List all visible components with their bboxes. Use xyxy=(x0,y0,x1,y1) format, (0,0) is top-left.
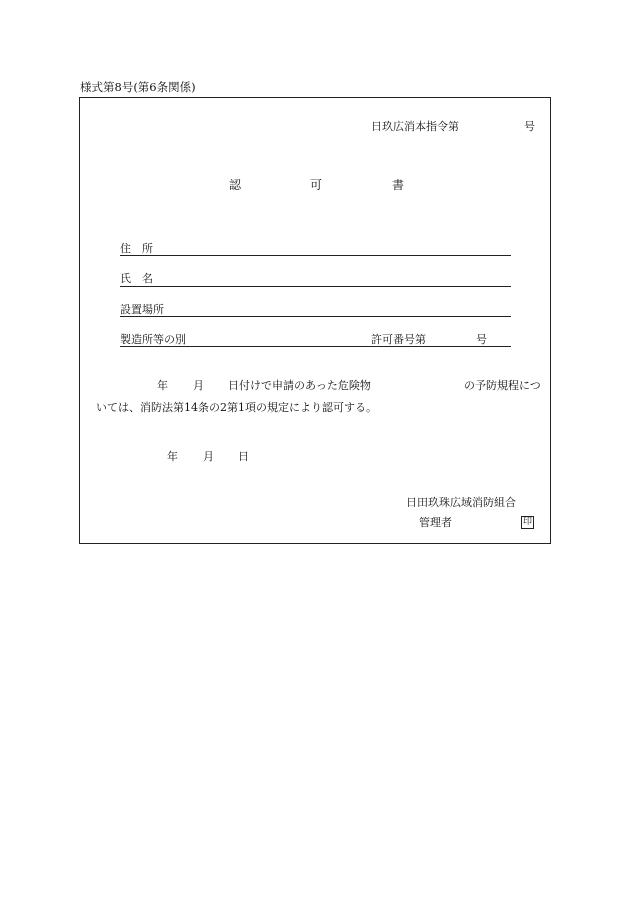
document-number-suffix: 号 xyxy=(524,120,535,133)
body-line-1-end: の予防規程につ xyxy=(464,379,541,392)
issue-date-day: 日 xyxy=(238,450,249,463)
location-label: 設置場所 xyxy=(120,303,164,316)
permit-number-prefix: 許可番号第 xyxy=(371,333,426,346)
form-title: 様式第8号(第6条関係) xyxy=(80,80,196,94)
facility-type-line xyxy=(120,346,511,347)
address-label: 住 所 xyxy=(120,242,153,255)
facility-type-label: 製造所等の別 xyxy=(120,333,186,346)
issue-date-year: 年 xyxy=(167,450,178,463)
issuer-organization: 日田玖珠広域消防組合 xyxy=(406,496,516,509)
body-line-2: いては、消防法第14条の2第1項の規定により認可する。 xyxy=(96,401,377,414)
body-date-month: 月 xyxy=(193,379,204,392)
heading-char-2: 可 xyxy=(310,178,323,192)
document-frame xyxy=(79,97,551,544)
name-line xyxy=(120,286,511,287)
permit-number-suffix: 号 xyxy=(476,333,487,346)
document-number-prefix: 日玖広消本指令第 xyxy=(371,120,459,133)
body-date-year: 年 xyxy=(157,379,168,392)
address-line xyxy=(120,255,511,256)
heading-char-3: 書 xyxy=(392,178,405,192)
issuer-title: 管理者 xyxy=(419,516,452,529)
location-line xyxy=(120,316,511,317)
seal-mark: 印 xyxy=(522,517,532,527)
heading-char-1: 認 xyxy=(229,178,242,192)
body-line-1: 日付けで申請のあった危険物 xyxy=(228,379,371,392)
issue-date-month: 月 xyxy=(203,450,214,463)
name-label: 氏 名 xyxy=(120,272,153,285)
